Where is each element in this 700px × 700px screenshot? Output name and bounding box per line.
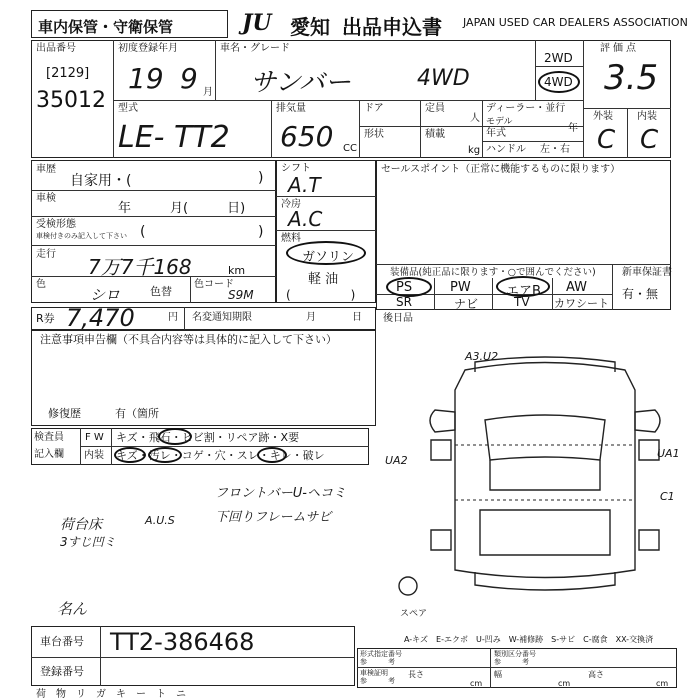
divider [31,190,276,191]
fw-stone-circle [158,428,192,445]
regno-label: 登録番号 [40,665,84,678]
divider [100,626,101,686]
fuel-gas-circle [286,241,366,265]
divider [31,216,276,217]
interior-scratch-circle [114,447,146,463]
memo-label4: 参 考 [494,658,529,666]
divider [31,657,355,658]
divider [490,648,491,688]
disp-value: 650 [280,120,334,153]
interior-wear-circle [257,447,287,463]
width-unit: cm [558,679,571,688]
receive-paren: ) [258,224,264,240]
divider [190,276,191,303]
size-label1: 車検証明 [360,669,388,677]
equip-aw: AW [566,280,588,295]
repaint-label: 色替 [150,285,172,298]
equip-airbag-circle [496,276,550,297]
divider [482,141,583,142]
note-bed: 荷台床 [60,517,102,533]
car-left-mirror [430,410,455,432]
notice-label: 名変通知期限 [192,312,252,323]
height-label: 高さ [588,670,604,679]
disp-unit: CC [343,143,357,154]
ac-label: 冷房 [281,199,301,210]
note-line1: フロントバーU-ヘコミ [215,486,346,501]
name-label: 車名・グレード [220,43,290,54]
width-label: 幅 [494,670,502,679]
note-aus: A.U.S [145,514,175,527]
drive-4wd: 4WD [544,75,573,89]
spare-label: スペア [400,609,428,619]
divider [612,264,613,310]
org-name: 愛知 [290,15,330,39]
divider [31,245,276,246]
car-right-mirror [635,410,660,432]
notice-month: 月 [306,312,316,323]
fuel-label: 燃料 [281,233,301,244]
divider [113,100,583,101]
history-label: 車歴 [36,164,56,175]
ju-logo-mark: JU [242,10,272,36]
load-label: 積載 [425,129,445,140]
recycle-unit: 円 [168,312,178,323]
sales-label: セールスポイント（正常に機能するものに限ります） [381,164,621,175]
exterior-label: 外装 [593,111,613,122]
fuel-paren: ( ) [286,288,356,302]
storage-note-box [31,10,228,38]
equip-navi: ナビ [454,297,479,311]
length-label: 長さ [408,670,424,679]
size-label2: 参 考 [360,677,395,685]
load-unit: kg [468,145,481,156]
divider [482,100,483,158]
storage-note: 車内保管・守衛保管 [38,18,174,36]
length-unit: cm [470,679,483,688]
divider [357,667,677,668]
rear-label: 後日品 [383,313,413,324]
handle-label: ハンドル [486,144,526,155]
drive-2wd: 2WD [544,51,573,65]
divider [113,40,114,158]
damage-legend: A-キズ E-エクボ U-凹み W-補修跡 S-サビ C-腐食 XX-交換済 [404,635,654,644]
inspect-label: 車検 [36,193,56,204]
car-body-outline [455,363,635,578]
model-value: LE- TT2 [118,120,230,155]
divider [434,278,435,310]
fw-label: F W [85,432,104,443]
divider [492,278,493,310]
interior-grade: C [640,125,659,155]
shift-value: A.T [288,173,321,197]
disp-label: 排気量 [276,103,306,114]
memo-label3: 類別区分番号 [494,650,536,658]
colorcode-label: 色コード [194,279,234,290]
association-name: JAPAN USED CAR DEALERS ASSOCIATION [463,16,688,29]
car-cab [485,415,605,460]
history-value: 自家用・( [70,173,132,189]
shape-label: 形状 [364,129,384,140]
equip-ps-circle [386,277,432,297]
color-label: 色 [36,279,46,290]
divider [359,126,583,127]
warranty-label: 新車保証書 [622,267,672,278]
divider [535,66,583,67]
ju-logo [242,10,288,36]
divider [420,100,421,158]
ac-value: A.C [288,207,323,231]
note-line2: 下回りフレームサビ [215,510,332,525]
reg-month-unit: 月 [203,87,213,98]
divider [215,40,216,100]
divider [583,40,584,158]
repair-value: 有（箇所 [115,407,159,420]
equip-label: 装備品(純正品に限ります・○で囲んでください) [390,267,596,278]
receive-value: ( [140,224,146,240]
seat-unit: 人 [470,113,480,124]
interior-dirt-circle [148,447,182,463]
modelyear-label2: 年式 [486,128,506,139]
car-right-wheel-front [639,440,659,460]
warranty-value: 有・無 [622,287,659,301]
car-right-wheel-rear [639,530,659,550]
form-title: 出品申込書 [342,15,442,39]
divider [552,278,553,310]
history-paren: ) [258,170,264,186]
chassis-value: TT2-386468 [110,628,255,656]
note-bed2: 3すじ凹ミ [60,535,116,549]
equip-seat: カワシート [554,297,609,310]
spare-tire [399,577,417,595]
fuel-diesel: 軽 油 [308,272,339,287]
mileage-label: 走行 [36,249,56,260]
shift-label: シフト [281,163,311,174]
divider [583,108,671,109]
equip-row2 [386,295,612,310]
interior-items: キズ・汚レ・コゲ・穴・スレ・キレ・破レ [116,449,325,462]
inspector-label2: 記入欄 [34,449,64,460]
interior-label: 内装 [637,111,657,122]
note-signature: 名ん [57,600,88,618]
repair-label: 修復歴 [48,407,81,420]
equip-sr: SR [396,295,412,309]
interior-insp-label: 内装 [84,450,104,461]
car-bed [480,510,610,555]
receive-label: 受検形態 [36,219,76,230]
height-unit: cm [656,679,669,688]
car-left-wheel-front [431,440,451,460]
diagram-mark-top: A3.U2 [465,350,499,363]
caution-title: 注意事項申告欄（不具合内容等は具体的に記入して下さい） [40,333,337,346]
divider [359,100,360,158]
diagram-mark-right1: UA1 [657,447,680,460]
divider [376,264,671,265]
equip-tv: TV [514,295,530,309]
divider [535,40,536,100]
car-roof [490,460,600,490]
equip-airbag: エアB [506,284,541,299]
divider [184,307,185,330]
receive-sub: 車検付きのみ記入して下さい [36,232,127,240]
divider [627,108,628,158]
exterior-grade: C [597,125,616,155]
fuel-gas: ガソリン [302,250,355,265]
diagram-mark-left: UA2 [385,454,408,467]
handle-value: 左・右 [540,144,570,155]
door-label: ドア [364,103,384,114]
equip-ps: PS [396,280,413,295]
equip-pw: PW [450,280,471,295]
notice-day: 日 [352,312,362,323]
inspect-value: 年 月( 日) [118,201,246,216]
seat-label: 定員 [425,103,445,114]
lot-sub: [2129] [46,66,90,81]
recycle-value: 7,470 [66,304,135,332]
score-label: 評価点 [600,43,639,54]
memo-label2: 参 考 [360,658,395,666]
modelyear-label1: モデル [486,117,513,127]
mileage-unit: km [228,264,246,277]
diagram-mark-right2: C1 [660,490,675,503]
dealer-label: ディーラー・並行 [486,103,566,114]
grade: 4WD [417,66,470,91]
chassis-label: 車台番号 [40,635,84,648]
colorcode-value: S9M [228,288,254,302]
fw-items: キズ・飛石・ヒビ割・リペア跡・X要 [116,431,300,444]
score: 3.5 [604,58,659,98]
car-damage-diagram [395,350,695,620]
year-unit: 年 [568,123,578,134]
model-label: 型式 [118,103,138,114]
lot-label: 出品番号 [36,43,76,54]
inspector-label1: 検査員 [34,432,64,443]
car-left-wheel-rear [431,530,451,550]
drive-4wd-circle [538,71,580,93]
reg-label: 初度登録年月 [118,43,178,54]
memo-label1: 形式指定番号 [360,650,402,658]
reg-year: 19 [128,62,164,95]
bottom-strip: 荷 物 リ ガ キ ー ト ニ [36,689,186,700]
recycle-label: R券 [36,312,55,325]
mileage-value: 7万7千168 [88,255,192,279]
reg-month: 9 [180,62,198,95]
lot-number: 35012 [36,88,106,113]
divider [80,428,81,465]
car-name: サンバー [250,68,351,98]
divider [271,100,272,158]
color-value: シロ [90,286,121,304]
divider [111,428,112,465]
